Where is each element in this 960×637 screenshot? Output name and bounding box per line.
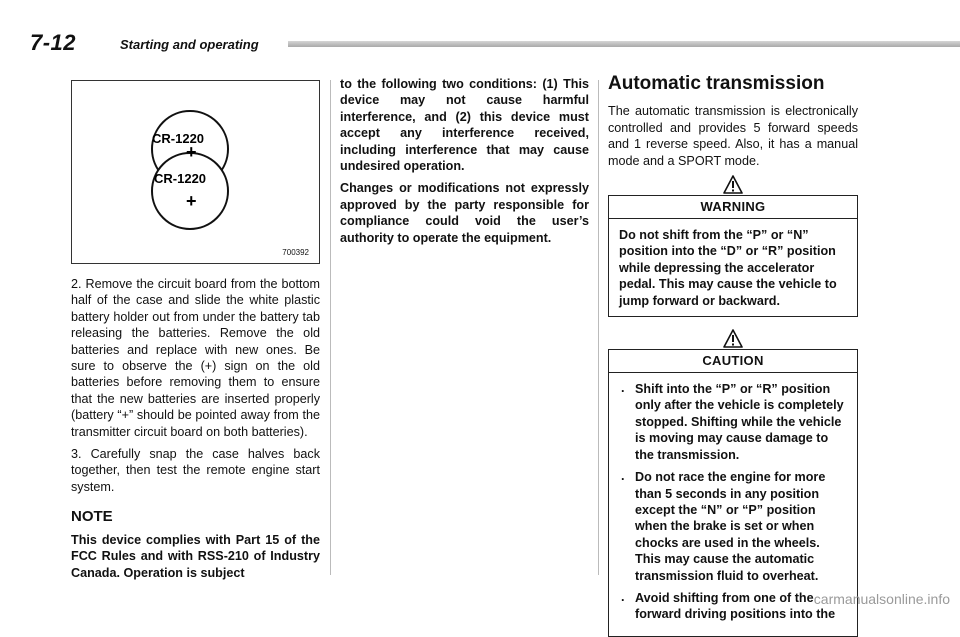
column-divider: [330, 80, 331, 575]
fcc-modifications-text: Changes or modifications not expressly approved by the party responsible for compliance could void the user’s authority to operate the equipment.: [340, 181, 589, 245]
warning-header: WARNING: [608, 195, 858, 219]
battery-illustration: [72, 81, 319, 263]
right-column: [608, 73, 858, 637]
caution-item: . Avoid shifting from one of the forward driving positions into the: [619, 590, 847, 623]
battery-top-plus: +: [186, 142, 197, 162]
caution-list: [619, 381, 847, 623]
fcc-conditions-text: to the following two conditions: (1) This device may not cause harmful interference, and (2) this device must accept any interference received, including interference that may cause undesired operation.: [340, 77, 589, 174]
intro-text: The automatic transmission is electronically controlled and provides 5 forward speeds and 1 reverse speed. Also, it has a manual mode and a SPORT mode.: [608, 104, 858, 168]
section-title: Automatic transmission: [608, 73, 825, 94]
step-3-text: 3. Carefully snap the case halves back together, then test the remote engine start system.: [71, 447, 320, 494]
section-name: Starting and operating: [120, 37, 259, 52]
battery-figure: [71, 80, 320, 264]
header-rule: [288, 41, 960, 47]
page-number: 7-12: [30, 30, 77, 55]
column-divider: [598, 80, 599, 575]
figure-code: 700392: [282, 248, 309, 257]
left-column: [71, 276, 320, 587]
warning-icon: [723, 175, 743, 195]
warning-text: Do not shift from the “P” or “N” position into the “D” or “R” position while depressing the accelerator pedal. This may cause the vehicle to jump forward or backward.: [608, 219, 858, 317]
caution-header: CAUTION: [608, 349, 858, 373]
battery-top-label: CR-1220: [152, 131, 205, 146]
caution-item: . Shift into the “P” or “R” position only after the vehicle is completely stopped. Shifting while the vehicle is moving may cause damage to the transmission.: [619, 381, 847, 463]
middle-column: [340, 76, 589, 252]
watermark: carmanualsonline.info: [813, 591, 950, 607]
note-text: This device complies with Part 15 of the FCC Rules and with RSS-210 of Industry Canada. Operation is subject: [71, 532, 320, 580]
battery-bottom-label: CR-1220: [154, 171, 207, 186]
page-header: [30, 30, 960, 56]
caution-item: . Do not race the engine for more than 5 seconds in any position except the “N” or “P” position when the brake is set or when chocks are used in the wheels. This may cause the automatic transmission fluid to overheat.: [619, 469, 847, 584]
caution-icon: [723, 329, 743, 349]
battery-bottom-plus: +: [186, 191, 197, 211]
step-2-text: 2. Remove the circuit board from the bottom half of the case and slide the white plastic battery holder out from under the battery tab releasing the batteries. Remove the old batteries and replace with new ones. Be sure to observe the (+) sign on the old batteries before removing them to ensure that the new batteries are inserted properly (battery “+” should be pointed away from the transmitter circuit board on both batteries).: [71, 277, 320, 439]
note-heading: NOTE: [71, 508, 113, 526]
